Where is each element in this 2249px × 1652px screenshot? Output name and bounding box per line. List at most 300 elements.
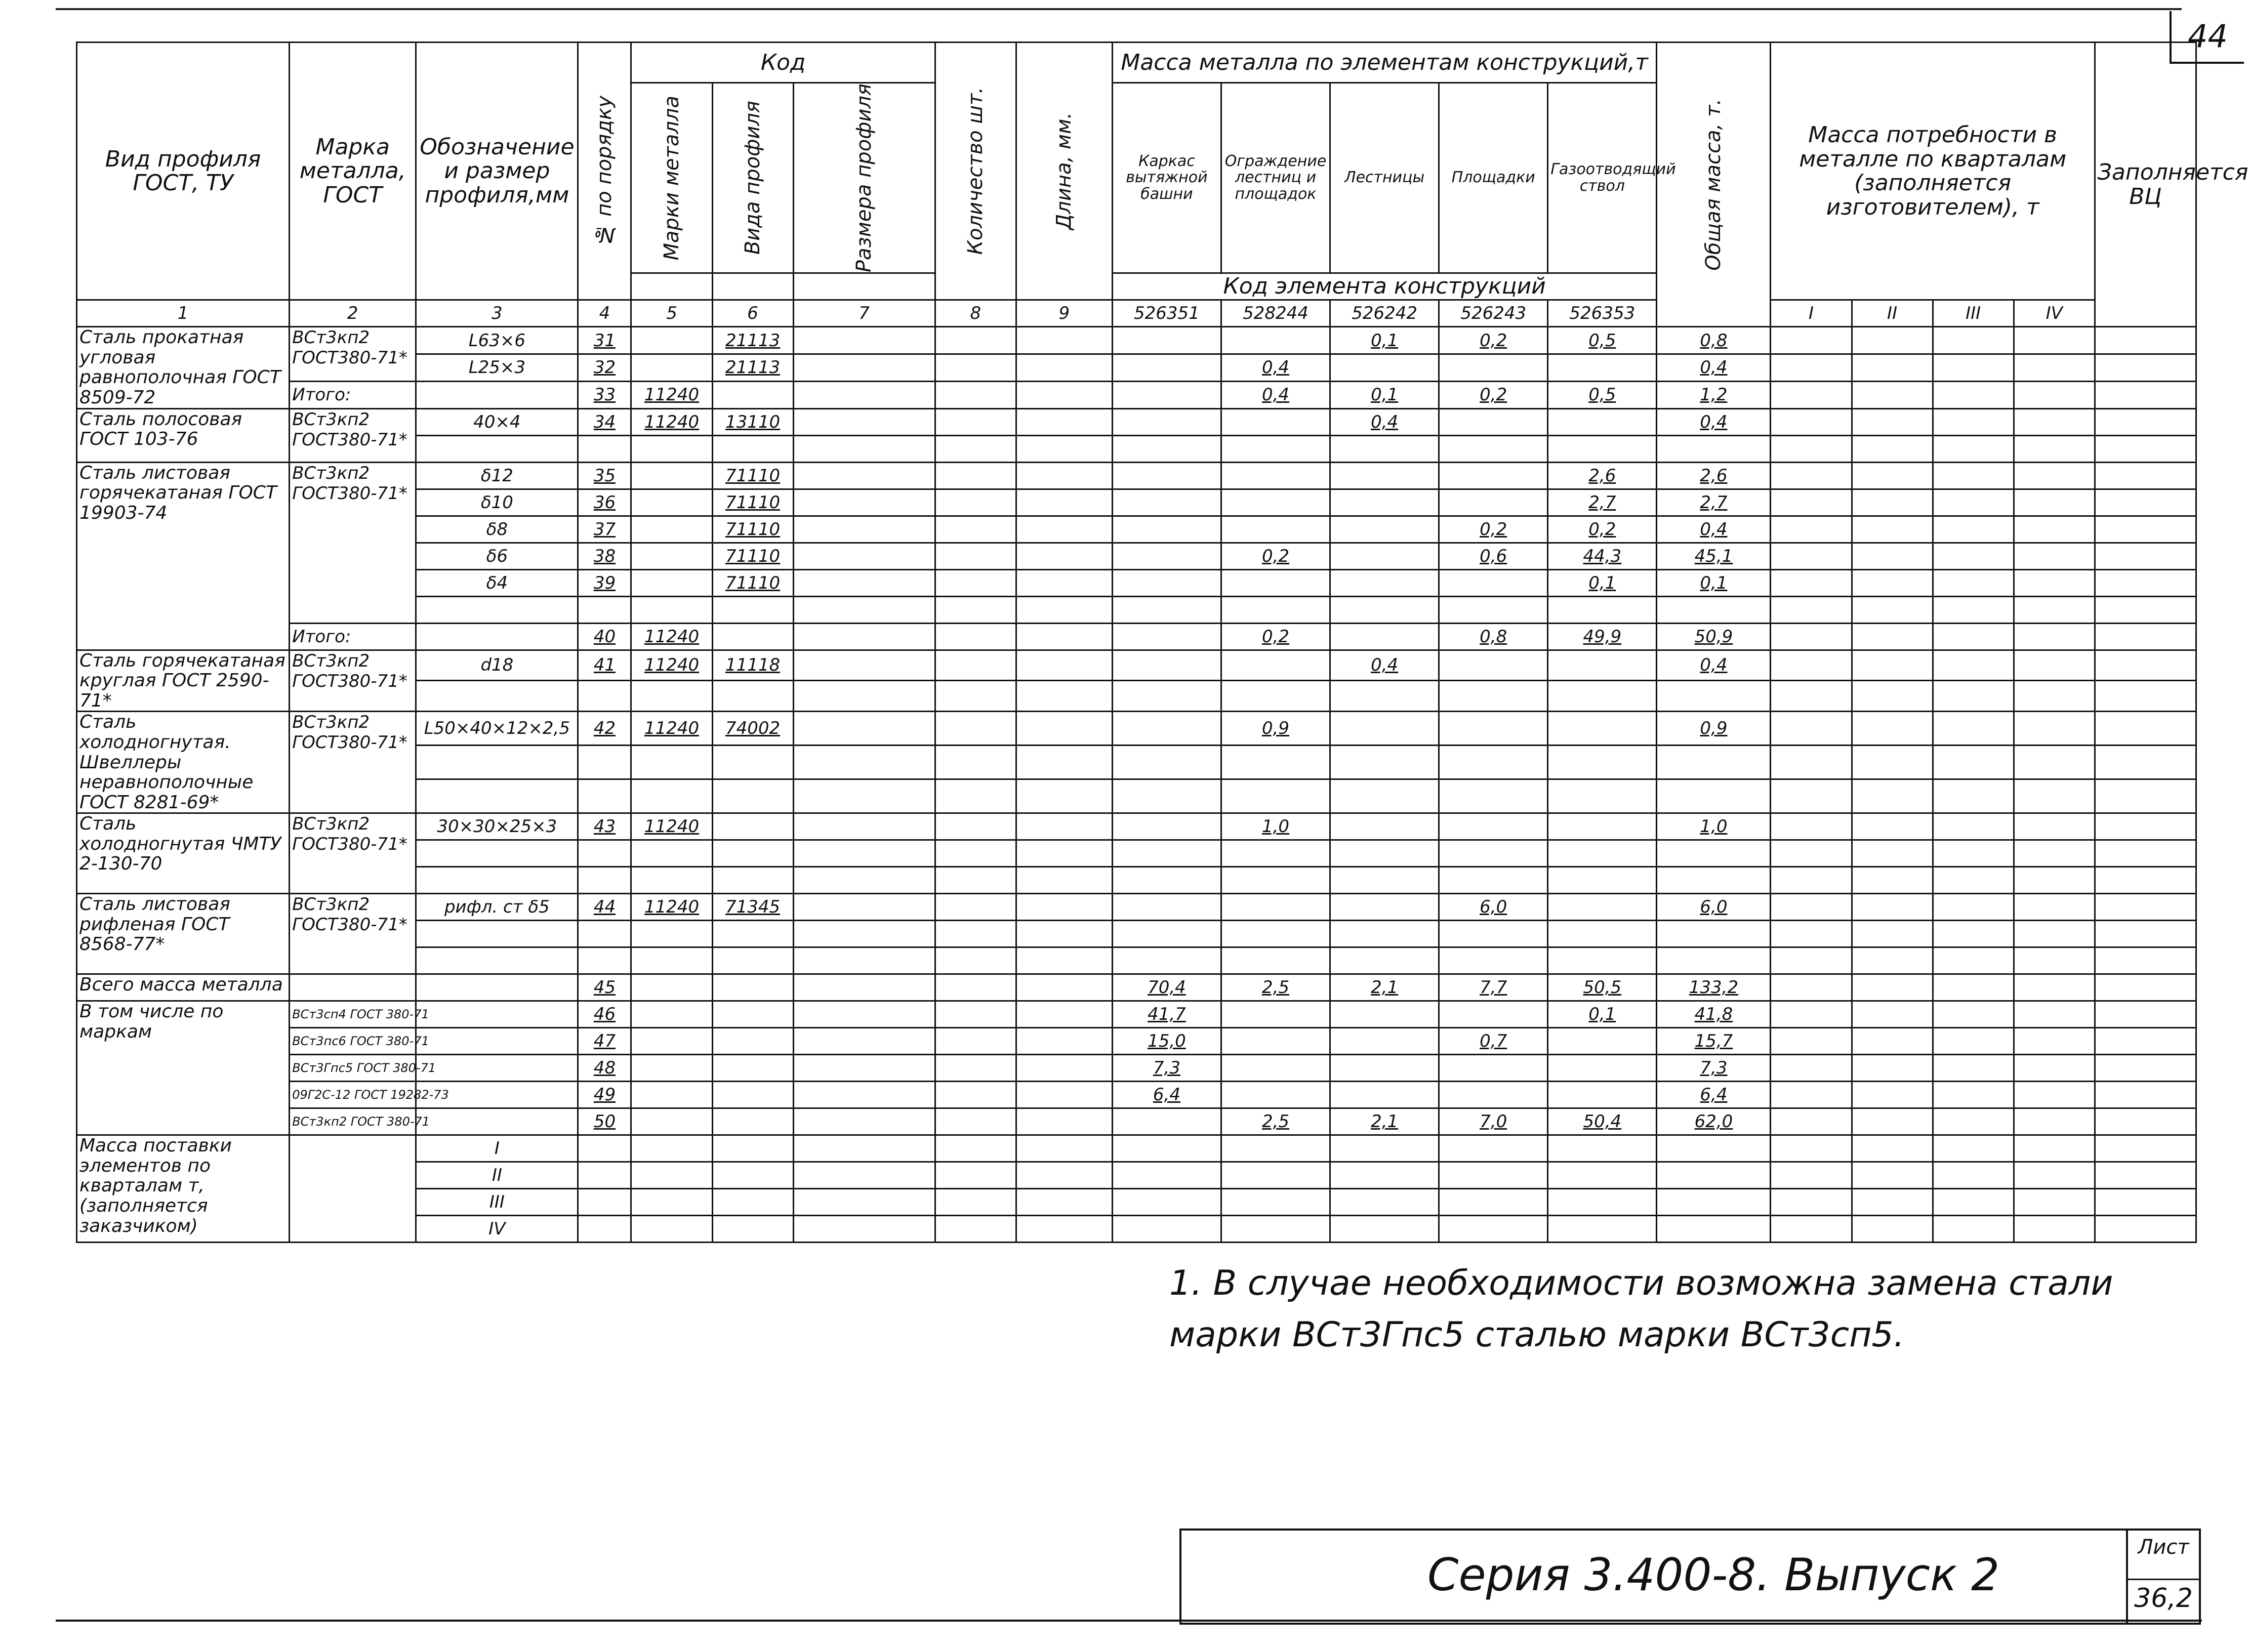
value-cell <box>935 1162 1016 1189</box>
profile-type-cell: Сталь листовая горячекатаная ГОСТ 19903-74 <box>77 462 290 650</box>
value-cell: 0,4 <box>1657 354 1771 381</box>
value-cell <box>935 746 1016 779</box>
value-cell <box>712 1162 793 1189</box>
table-row <box>77 1082 2196 1108</box>
value-cell <box>793 813 935 840</box>
value-cell <box>1439 867 1548 894</box>
value-cell <box>1016 867 1112 894</box>
value-cell <box>2095 1028 2196 1055</box>
value-cell <box>793 596 935 623</box>
value-cell: 1,0 <box>1221 813 1330 840</box>
value-cell <box>2014 408 2095 435</box>
value-cell <box>1221 516 1330 543</box>
value-cell: 0,1 <box>1548 569 1657 596</box>
quarter-cell: II <box>416 1162 578 1189</box>
value-cell <box>1439 779 1548 813</box>
value-cell <box>1548 1028 1657 1055</box>
value-cell <box>1330 779 1439 813</box>
profile-size-cell: 30×30×25×3 <box>416 813 578 840</box>
sheet-box <box>2126 1529 2201 1625</box>
value-cell <box>1771 1135 1852 1162</box>
value-cell <box>1112 1162 1221 1189</box>
value-cell: 7,7 <box>1439 974 1548 1001</box>
hdr-kod-vida: Вида профиля <box>712 83 793 273</box>
value-cell: 62,0 <box>1657 1108 1771 1135</box>
value-cell <box>1439 569 1548 596</box>
profile-size-cell <box>416 746 578 779</box>
value-cell <box>1657 1216 1771 1243</box>
value-cell <box>1330 1162 1439 1189</box>
value-cell <box>1933 569 2014 596</box>
value-cell <box>1330 1055 1439 1082</box>
colnum: 4 <box>578 300 631 327</box>
value-cell <box>1330 1001 1439 1028</box>
value-cell <box>1771 813 1852 840</box>
value-cell <box>1657 867 1771 894</box>
value-cell <box>1439 813 1548 840</box>
table-row <box>77 1108 2196 1135</box>
value-cell <box>1112 650 1221 681</box>
value-cell <box>1933 381 2014 408</box>
value-cell <box>1771 1216 1852 1243</box>
value-cell <box>1852 1135 1933 1162</box>
value-cell: 2,7 <box>1548 489 1657 516</box>
value-cell: 50,4 <box>1548 1108 1657 1135</box>
steel-grade-cell: 09Г2С-12 ГОСТ 19282-73 <box>290 1082 416 1108</box>
value-cell <box>1852 867 1933 894</box>
value-cell <box>2014 354 2095 381</box>
value-cell <box>2014 569 2095 596</box>
value-cell <box>1852 1189 1933 1216</box>
value-cell <box>1016 354 1112 381</box>
value-cell <box>793 381 935 408</box>
value-cell <box>578 947 631 974</box>
profile-size-cell <box>416 681 578 712</box>
value-cell <box>793 462 935 489</box>
value-cell <box>1771 867 1852 894</box>
value-cell <box>1221 894 1330 921</box>
value-cell <box>1112 623 1221 650</box>
value-cell <box>631 947 712 974</box>
value-cell <box>1330 712 1439 746</box>
value-cell <box>2014 327 2095 354</box>
value-cell: 11240 <box>631 650 712 681</box>
value-cell <box>2095 813 2196 840</box>
quarter-cell: IV <box>416 1216 578 1243</box>
value-cell: 2,5 <box>1221 974 1330 1001</box>
profile-type-cell: Сталь прокатная угловая равнополочная ГОСТ 8509-72 <box>77 327 290 408</box>
value-cell: 11240 <box>631 381 712 408</box>
value-cell <box>712 947 793 974</box>
value-cell <box>793 1135 935 1162</box>
value-cell <box>1221 596 1330 623</box>
value-cell <box>1771 1108 1852 1135</box>
profile-size-cell <box>416 779 578 813</box>
value-cell <box>2095 1082 2196 1108</box>
value-cell <box>793 746 935 779</box>
value-cell <box>1439 1082 1548 1108</box>
value-cell <box>1330 543 1439 569</box>
value-cell <box>2014 623 2095 650</box>
value-cell <box>1852 921 1933 947</box>
value-cell <box>631 1082 712 1108</box>
value-cell <box>712 1028 793 1055</box>
value-cell: 0,2 <box>1439 516 1548 543</box>
table-row <box>77 381 2196 408</box>
profile-size-cell: δ10 <box>416 489 578 516</box>
value-cell <box>1657 840 1771 867</box>
value-cell <box>1221 435 1330 462</box>
value-cell <box>1852 327 1933 354</box>
value-cell <box>793 543 935 569</box>
value-cell <box>1933 516 2014 543</box>
table-row <box>77 1001 2196 1028</box>
value-cell: 11240 <box>631 894 712 921</box>
value-cell <box>578 681 631 712</box>
colnum: 1 <box>77 300 290 327</box>
value-cell <box>2014 1082 2095 1108</box>
value-cell <box>1771 543 1852 569</box>
value-cell <box>1016 681 1112 712</box>
value-cell <box>1852 947 1933 974</box>
value-cell <box>2095 354 2196 381</box>
hdr-marka: Марка металла, ГОСТ <box>290 43 416 300</box>
value-cell <box>1221 867 1330 894</box>
value-cell <box>1330 867 1439 894</box>
value-cell: 2,7 <box>1657 489 1771 516</box>
value-cell <box>935 435 1016 462</box>
value-cell <box>1439 681 1548 712</box>
sheet-number: 36,2 <box>2128 1579 2199 1614</box>
value-cell: 0,2 <box>1548 516 1657 543</box>
value-cell <box>935 543 1016 569</box>
value-cell <box>2014 712 2095 746</box>
value-cell <box>1933 596 2014 623</box>
value-cell <box>1112 516 1221 543</box>
value-cell <box>1852 650 1933 681</box>
value-cell: 0,1 <box>1330 381 1439 408</box>
value-cell <box>712 1055 793 1082</box>
value-cell: 34 <box>578 408 631 435</box>
value-cell <box>1330 1216 1439 1243</box>
steel-grade-cell: ВСт3пс6 ГОСТ 380-71 <box>290 1028 416 1055</box>
value-cell <box>1852 712 1933 746</box>
value-cell <box>1933 813 2014 840</box>
profile-size-cell: L50×40×12×2,5 <box>416 712 578 746</box>
value-cell <box>1112 569 1221 596</box>
value-cell <box>712 1216 793 1243</box>
value-cell <box>2095 947 2196 974</box>
value-cell <box>1112 327 1221 354</box>
value-cell <box>1771 516 1852 543</box>
elem-code: 526243 <box>1439 300 1548 327</box>
value-cell: 11240 <box>631 408 712 435</box>
value-cell <box>793 947 935 974</box>
value-cell <box>1657 435 1771 462</box>
value-cell <box>935 1189 1016 1216</box>
value-cell <box>1112 813 1221 840</box>
value-cell <box>935 1108 1016 1135</box>
value-cell <box>1221 921 1330 947</box>
value-cell <box>935 408 1016 435</box>
value-cell <box>1016 381 1112 408</box>
value-cell <box>793 1082 935 1108</box>
value-cell <box>1016 974 1112 1001</box>
value-cell <box>1852 596 1933 623</box>
value-cell <box>2014 1028 2095 1055</box>
value-cell <box>1112 1189 1221 1216</box>
steel-grade-cell: ВСт3сп4 ГОСТ 380-71 <box>290 1001 416 1028</box>
elem-code: 526351 <box>1112 300 1221 327</box>
value-cell <box>2095 489 2196 516</box>
quarter-cell: I <box>416 1135 578 1162</box>
value-cell <box>631 974 712 1001</box>
profile-size-cell: L25×3 <box>416 354 578 381</box>
value-cell <box>2095 746 2196 779</box>
value-cell <box>1771 1055 1852 1082</box>
value-cell <box>1852 1082 1933 1108</box>
value-cell <box>631 489 712 516</box>
value-cell <box>1771 712 1852 746</box>
value-cell <box>631 462 712 489</box>
value-cell: 45,1 <box>1657 543 1771 569</box>
value-cell <box>1221 650 1330 681</box>
value-cell <box>712 921 793 947</box>
value-cell: 0,4 <box>1657 408 1771 435</box>
value-cell <box>1330 516 1439 543</box>
value-cell <box>1016 712 1112 746</box>
value-cell <box>1016 921 1112 947</box>
value-cell <box>2095 1055 2196 1082</box>
value-cell: 13110 <box>712 408 793 435</box>
table-row <box>77 813 2196 840</box>
value-cell <box>1933 681 2014 712</box>
value-cell <box>1112 681 1221 712</box>
value-cell: 21113 <box>712 327 793 354</box>
value-cell <box>1016 489 1112 516</box>
elem-code: 526353 <box>1548 300 1657 327</box>
value-cell <box>2014 746 2095 779</box>
profile-size-cell <box>416 435 578 462</box>
value-cell <box>935 779 1016 813</box>
value-cell <box>1852 1055 1933 1082</box>
sheet-label: Лист <box>2138 1536 2189 1559</box>
value-cell <box>2014 435 2095 462</box>
value-cell <box>1852 354 1933 381</box>
value-cell <box>1933 489 2014 516</box>
profile-type-cell: Сталь горячекатаная круглая ГОСТ 2590-71* <box>77 650 290 712</box>
value-cell <box>1016 327 1112 354</box>
profile-size-cell <box>416 596 578 623</box>
value-cell: 0,1 <box>1548 1001 1657 1028</box>
value-cell <box>793 489 935 516</box>
value-cell <box>1771 746 1852 779</box>
value-cell <box>712 681 793 712</box>
value-cell <box>2095 974 2196 1001</box>
value-cell <box>1548 1082 1657 1108</box>
value-cell <box>1852 1108 1933 1135</box>
steel-grade-cell: ВСт3кп2 ГОСТ380-71* <box>290 650 416 712</box>
value-cell <box>935 354 1016 381</box>
value-cell: 2,1 <box>1330 974 1439 1001</box>
value-cell <box>1112 1135 1221 1162</box>
value-cell <box>631 921 712 947</box>
value-cell <box>1771 596 1852 623</box>
value-cell <box>1112 596 1221 623</box>
value-cell <box>1016 543 1112 569</box>
value-cell: 0,1 <box>1657 569 1771 596</box>
steel-grade-cell: ВСт3кп2 ГОСТ380-71* <box>290 894 416 974</box>
value-cell <box>793 354 935 381</box>
metal-spec-table <box>76 42 2248 1243</box>
value-cell <box>2095 921 2196 947</box>
colnum: 2 <box>290 300 416 327</box>
profile-size-cell <box>416 1001 578 1028</box>
value-cell: 21113 <box>712 354 793 381</box>
value-cell <box>935 974 1016 1001</box>
value-cell <box>1771 1162 1852 1189</box>
value-cell <box>1548 921 1657 947</box>
value-cell <box>1933 623 2014 650</box>
hdr-kod-elem: Код элемента конструкций <box>1112 273 1657 300</box>
steel-grade-cell <box>290 974 416 1001</box>
value-cell <box>2095 462 2196 489</box>
value-cell <box>1933 779 2014 813</box>
value-cell <box>2095 712 2196 746</box>
value-cell <box>631 867 712 894</box>
value-cell <box>1852 681 1933 712</box>
value-cell <box>1771 435 1852 462</box>
value-cell <box>793 1108 935 1135</box>
value-cell <box>1771 623 1852 650</box>
value-cell: 2,5 <box>1221 1108 1330 1135</box>
value-cell <box>935 681 1016 712</box>
steel-grade-cell: ВСт3кп2 ГОСТ 380-71 <box>290 1108 416 1135</box>
value-cell <box>1439 947 1548 974</box>
value-cell <box>793 840 935 867</box>
value-cell <box>631 779 712 813</box>
value-cell <box>631 1001 712 1028</box>
value-cell <box>793 569 935 596</box>
profile-type-cell: Сталь холодногнутая. Швеллеры неравнополочные ГОСТ 8281-69* <box>77 712 290 813</box>
value-cell: 43 <box>578 813 631 840</box>
value-cell <box>1112 381 1221 408</box>
profile-type-cell: Сталь листовая рифленая ГОСТ 8568-77* <box>77 894 290 974</box>
value-cell <box>578 1216 631 1243</box>
value-cell: 1,0 <box>1657 813 1771 840</box>
value-cell <box>1112 543 1221 569</box>
value-cell <box>2095 408 2196 435</box>
value-cell <box>793 327 935 354</box>
value-cell <box>1330 1189 1439 1216</box>
value-cell <box>1933 1082 2014 1108</box>
value-cell <box>1548 894 1657 921</box>
value-cell <box>1933 746 2014 779</box>
value-cell <box>1112 746 1221 779</box>
hdr-vid: Вид профиля ГОСТ, ТУ <box>77 43 290 300</box>
value-cell: 71110 <box>712 543 793 569</box>
value-cell <box>1933 1216 2014 1243</box>
value-cell: 35 <box>578 462 631 489</box>
value-cell <box>1221 1082 1330 1108</box>
value-cell <box>631 1028 712 1055</box>
profile-size-cell <box>416 974 578 1001</box>
value-cell <box>935 947 1016 974</box>
value-cell <box>1548 947 1657 974</box>
value-cell <box>1330 1135 1439 1162</box>
value-cell <box>578 867 631 894</box>
value-cell <box>1771 921 1852 947</box>
value-cell <box>1330 746 1439 779</box>
value-cell <box>2014 381 2095 408</box>
value-cell <box>1771 681 1852 712</box>
value-cell <box>1330 623 1439 650</box>
hdr-el-lestn: Лестницы <box>1330 83 1439 273</box>
value-cell: 71345 <box>712 894 793 921</box>
value-cell <box>1933 894 2014 921</box>
profile-size-cell: 40×4 <box>416 408 578 435</box>
value-cell <box>1016 650 1112 681</box>
hdr-el-gazo: Газоотводящий ствол <box>1548 83 1657 273</box>
value-cell <box>2014 489 2095 516</box>
colnum: 9 <box>1016 300 1112 327</box>
value-cell <box>1221 1028 1330 1055</box>
value-cell: 42 <box>578 712 631 746</box>
value-cell <box>631 435 712 462</box>
value-cell: 49,9 <box>1548 623 1657 650</box>
value-cell <box>2095 569 2196 596</box>
value-cell <box>1016 569 1112 596</box>
value-cell <box>1548 435 1657 462</box>
value-cell <box>1548 1135 1657 1162</box>
value-cell <box>2095 1135 2196 1162</box>
value-cell <box>1771 408 1852 435</box>
value-cell: 7,3 <box>1112 1055 1221 1082</box>
value-cell <box>1548 354 1657 381</box>
value-cell <box>1112 408 1221 435</box>
value-cell: 7,0 <box>1439 1108 1548 1135</box>
value-cell: 0,9 <box>1657 712 1771 746</box>
value-cell: 0,2 <box>1221 623 1330 650</box>
value-cell <box>712 1108 793 1135</box>
profile-size-cell: d18 <box>416 650 578 681</box>
value-cell <box>1330 489 1439 516</box>
value-cell <box>631 1189 712 1216</box>
table-row <box>77 1055 2196 1082</box>
value-cell <box>1933 1001 2014 1028</box>
value-cell: 44,3 <box>1548 543 1657 569</box>
profile-type-cell: Сталь холодногнутая ЧМТУ 2-130-70 <box>77 813 290 894</box>
value-cell <box>2095 1216 2196 1243</box>
value-cell <box>935 569 1016 596</box>
profile-size-cell <box>416 947 578 974</box>
value-cell: 48 <box>578 1055 631 1082</box>
value-cell <box>1221 327 1330 354</box>
value-cell <box>1330 1082 1439 1108</box>
value-cell <box>1330 921 1439 947</box>
value-cell <box>2014 1135 2095 1162</box>
value-cell <box>1548 712 1657 746</box>
table-row <box>77 1135 2196 1162</box>
quarter-label: III <box>1933 300 2014 327</box>
hdr-zapoln: Заполняется ВЦ <box>2095 43 2196 327</box>
value-cell <box>1330 435 1439 462</box>
value-cell <box>2095 1189 2196 1216</box>
value-cell <box>1933 974 2014 1001</box>
value-cell <box>935 894 1016 921</box>
value-cell <box>1933 435 2014 462</box>
value-cell: 11118 <box>712 650 793 681</box>
